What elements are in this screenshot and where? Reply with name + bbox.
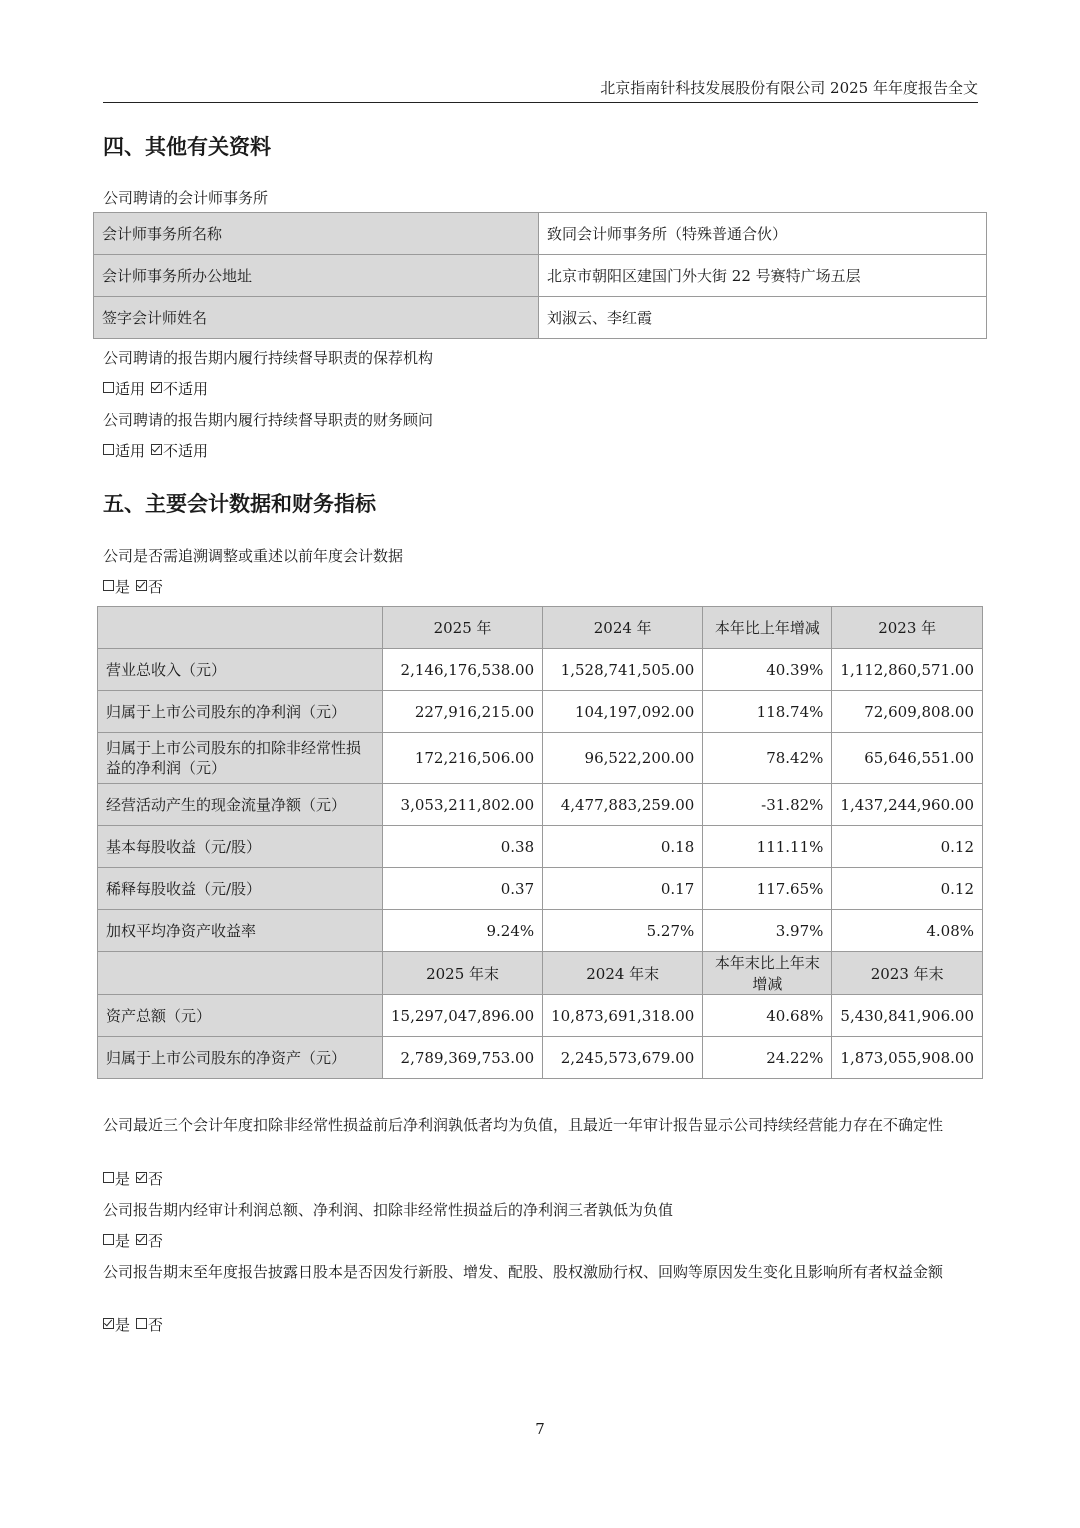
value-cell: 40.68% xyxy=(703,995,832,1037)
table-row xyxy=(94,255,987,297)
value-cell: 3,053,211,802.00 xyxy=(383,784,543,826)
value-cell: 4,477,883,259.00 xyxy=(543,784,703,826)
restate-question: 公司是否需追溯调整或重述以前年度会计数据 xyxy=(103,547,404,565)
table-row xyxy=(94,213,987,255)
table-row xyxy=(98,691,983,733)
value-cell: 1,528,741,505.00 xyxy=(543,649,703,691)
header-cell: 2025 年 xyxy=(383,607,543,649)
auditor-table xyxy=(93,212,987,339)
row-label: 经营活动产生的现金流量净额（元） xyxy=(98,784,383,826)
yes-label: 是 xyxy=(115,1170,131,1188)
advisor-question: 公司聘请的报告期内履行持续督导职责的财务顾问 xyxy=(103,411,434,429)
header-cell: 2023 年 xyxy=(832,607,983,649)
value-cell: 118.74% xyxy=(703,691,832,733)
value-cell: 1,873,055,908.00 xyxy=(832,1037,983,1079)
value-cell: 111.11% xyxy=(703,826,832,868)
value-cell: 0.12 xyxy=(832,868,983,910)
table-row xyxy=(94,297,987,339)
value-cell: 3.97% xyxy=(703,910,832,952)
yes-label: 是 xyxy=(115,1316,131,1334)
value-cell: 4.08% xyxy=(832,910,983,952)
value-cell: 0.12 xyxy=(832,826,983,868)
value-cell: 15,297,047,896.00 xyxy=(383,995,543,1037)
value-cell: 24.22% xyxy=(703,1037,832,1079)
header-cell: 2024 年末 xyxy=(543,952,703,995)
signing-accountant-value: 刘淑云、李红霞 xyxy=(539,297,987,339)
auditor-address-value: 北京市朝阳区建国门外大街 22 号赛特广场五层 xyxy=(539,255,987,297)
negative-profit-options xyxy=(103,1230,963,1252)
value-cell: 96,522,200.00 xyxy=(543,733,703,784)
row-label: 资产总额（元） xyxy=(98,995,383,1037)
value-cell: 1,437,244,960.00 xyxy=(832,784,983,826)
value-cell: 1,112,860,571.00 xyxy=(832,649,983,691)
sponsor-question: 公司聘请的报告期内履行持续督导职责的保荐机构 xyxy=(103,349,434,367)
table-row xyxy=(98,1037,983,1079)
table-row xyxy=(98,733,983,784)
value-cell: 5.27% xyxy=(543,910,703,952)
value-cell: 117.65% xyxy=(703,868,832,910)
table-row xyxy=(98,995,983,1037)
checkbox-empty-icon[interactable] xyxy=(103,580,114,591)
row-label: 稀释每股收益（元/股） xyxy=(98,868,383,910)
header-cell: 本年末比上年末增减 xyxy=(703,952,832,995)
share-change-question: 公司报告期末至年度报告披露日股本是否因发行新股、增发、配股、股权激励行权、回购等原因发生变化且影响所有者权益金额 xyxy=(103,1263,944,1281)
table-row xyxy=(98,868,983,910)
value-cell: 40.39% xyxy=(703,649,832,691)
row-label: 加权平均净资产收益率 xyxy=(98,910,383,952)
not-applicable-label: 不适用 xyxy=(163,380,209,398)
yes-label: 是 xyxy=(115,1232,131,1250)
value-cell: 65,646,551.00 xyxy=(832,733,983,784)
checkbox-empty-icon[interactable] xyxy=(103,1234,114,1245)
financial-indicators-table xyxy=(97,606,983,1079)
checkbox-checked-icon[interactable] xyxy=(151,382,162,393)
checkbox-checked-icon[interactable] xyxy=(136,1234,147,1245)
checkbox-checked-icon[interactable] xyxy=(103,1318,114,1329)
header-rule xyxy=(103,102,978,103)
checkbox-checked-icon[interactable] xyxy=(151,444,162,455)
share-change-options xyxy=(103,1314,963,1336)
auditor-intro: 公司聘请的会计师事务所 xyxy=(103,189,269,207)
no-label: 否 xyxy=(148,1232,164,1250)
auditor-address-label: 会计师事务所办公地址 xyxy=(94,255,539,297)
going-concern-question: 公司最近三个会计年度扣除非经常性损益前后净利润孰低者均为负值，且最近一年审计报告显示公司持续经营能力存在不确定性 xyxy=(103,1116,944,1134)
value-cell: 72,609,808.00 xyxy=(832,691,983,733)
value-cell: 172,216,506.00 xyxy=(383,733,543,784)
checkbox-empty-icon[interactable] xyxy=(103,382,114,393)
section-4-title: 四、其他有关资料 xyxy=(103,135,271,159)
value-cell: 2,789,369,753.00 xyxy=(383,1037,543,1079)
value-cell: 10,873,691,318.00 xyxy=(543,995,703,1037)
section-5-title: 五、主要会计数据和财务指标 xyxy=(103,492,376,516)
signing-accountant-label: 签字会计师姓名 xyxy=(94,297,539,339)
value-cell: -31.82% xyxy=(703,784,832,826)
checkbox-empty-icon[interactable] xyxy=(103,444,114,455)
row-label: 基本每股收益（元/股） xyxy=(98,826,383,868)
value-cell: 0.18 xyxy=(543,826,703,868)
checkbox-empty-icon[interactable] xyxy=(103,1172,114,1183)
checkbox-checked-icon[interactable] xyxy=(136,1172,147,1183)
row-label: 归属于上市公司股东的净资产（元） xyxy=(98,1037,383,1079)
auditor-name-value: 致同会计师事务所（特殊普通合伙） xyxy=(539,213,987,255)
table-header-row xyxy=(98,607,983,649)
not-applicable-label: 不适用 xyxy=(163,442,209,460)
checkbox-checked-icon[interactable] xyxy=(136,580,147,591)
value-cell: 0.38 xyxy=(383,826,543,868)
value-cell: 2,146,176,538.00 xyxy=(383,649,543,691)
value-cell: 9.24% xyxy=(383,910,543,952)
value-cell: 78.42% xyxy=(703,733,832,784)
row-label: 营业总收入（元） xyxy=(98,649,383,691)
checkbox-empty-icon[interactable] xyxy=(136,1318,147,1329)
negative-profit-question: 公司报告期内经审计利润总额、净利润、扣除非经常性损益后的净利润三者孰低为负值 xyxy=(103,1201,674,1219)
advisor-options xyxy=(103,440,963,462)
sponsor-options xyxy=(103,378,963,400)
no-label: 否 xyxy=(148,1170,164,1188)
restate-options xyxy=(103,576,963,598)
no-label: 否 xyxy=(148,1316,164,1334)
value-cell: 2,245,573,679.00 xyxy=(543,1037,703,1079)
table-row xyxy=(98,784,983,826)
value-cell: 0.17 xyxy=(543,868,703,910)
header-cell: 2023 年末 xyxy=(832,952,983,995)
auditor-name-label: 会计师事务所名称 xyxy=(94,213,539,255)
no-label: 否 xyxy=(148,578,164,596)
table-header-row xyxy=(98,952,983,995)
table-row xyxy=(98,826,983,868)
table-row xyxy=(98,649,983,691)
header-cell: 2024 年 xyxy=(543,607,703,649)
header-cell xyxy=(98,952,383,995)
going-concern-options xyxy=(103,1168,963,1190)
yes-label: 是 xyxy=(115,578,131,596)
header-cell xyxy=(98,607,383,649)
value-cell: 0.37 xyxy=(383,868,543,910)
row-label: 归属于上市公司股东的净利润（元） xyxy=(98,691,383,733)
applicable-label: 适用 xyxy=(115,380,146,398)
page-number: 7 xyxy=(535,1420,545,1438)
header-cell: 2025 年末 xyxy=(383,952,543,995)
value-cell: 5,430,841,906.00 xyxy=(832,995,983,1037)
value-cell: 227,916,215.00 xyxy=(383,691,543,733)
value-cell: 104,197,092.00 xyxy=(543,691,703,733)
applicable-label: 适用 xyxy=(115,442,146,460)
table-row xyxy=(98,910,983,952)
row-label: 归属于上市公司股东的扣除非经常性损益的净利润（元） xyxy=(98,733,383,784)
report-header: 北京指南针科技发展股份有限公司 2025 年年度报告全文 xyxy=(600,79,978,97)
header-cell: 本年比上年增减 xyxy=(703,607,832,649)
